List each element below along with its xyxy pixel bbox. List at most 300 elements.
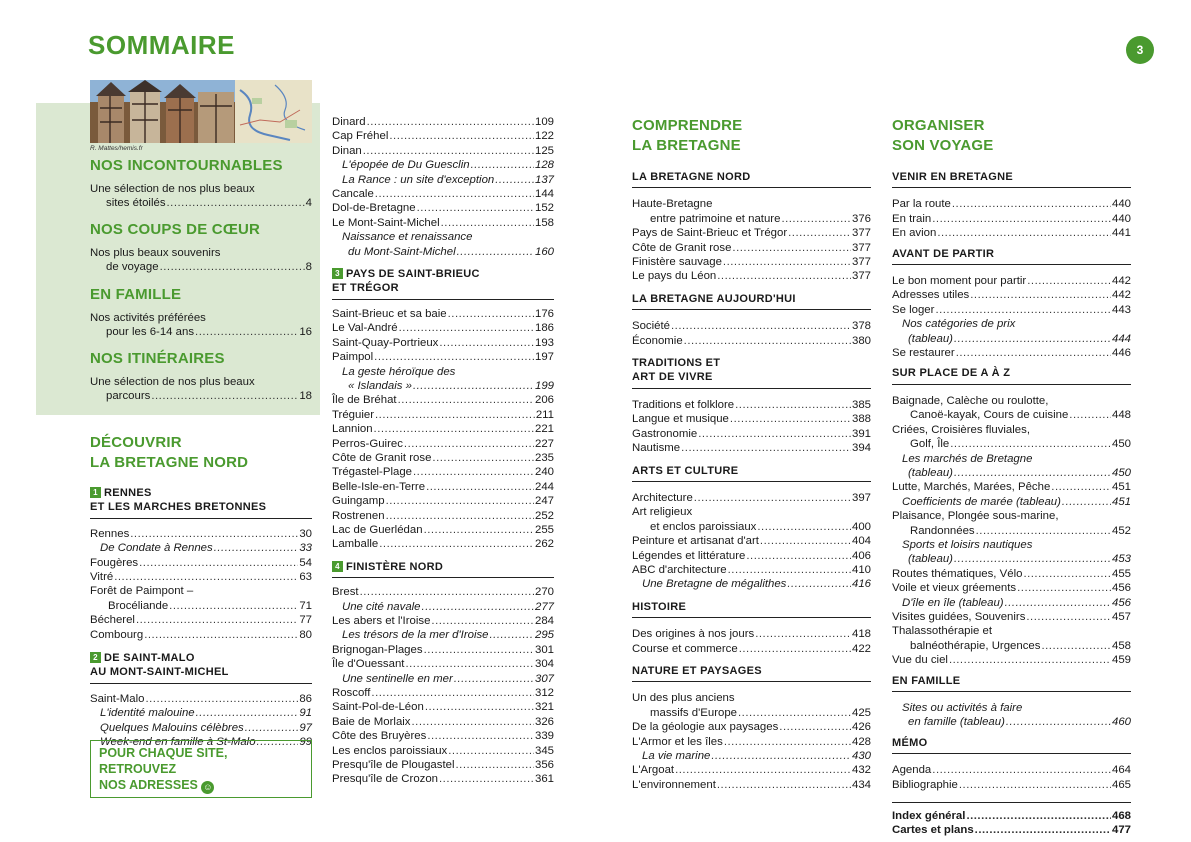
toc-entry-page: 394 — [851, 442, 871, 455]
toc-entry-title: Presqu'île de Plougastel — [332, 759, 455, 772]
dot-leader — [1017, 581, 1111, 595]
toc-entry-page: 422 — [851, 642, 871, 655]
toc-entry-page: 77 — [299, 614, 312, 627]
toc-entry-title: Sports et loisirs nautiques — [902, 538, 1033, 551]
group-heading: VENIR EN BRETAGNE — [892, 170, 1131, 188]
toc-entry-page: 428 — [851, 735, 871, 748]
dot-leader — [738, 706, 851, 720]
dot-leader — [412, 715, 534, 729]
toc-entry-page: 456 — [1111, 596, 1131, 609]
highlight-text: Nos activités préférées — [90, 312, 206, 324]
toc-entry — [332, 115, 554, 129]
toc-entry — [332, 230, 554, 244]
toc-entry — [892, 715, 1131, 729]
toc-entry-page: 4 — [305, 197, 312, 210]
dot-leader — [959, 778, 1111, 792]
toc-entry-page: 160 — [534, 245, 554, 258]
toc-entry — [90, 260, 312, 274]
highlight-body — [90, 246, 312, 275]
toc-entry-title: Lutte, Marchés, Marées, Pêche — [892, 481, 1051, 494]
toc-entry-title: Haute-Bretagne — [632, 198, 713, 211]
toc-entry-title: L'épopée de Du Guesclin — [342, 159, 470, 172]
toc-entry — [332, 758, 554, 772]
dot-leader — [681, 441, 851, 455]
toc-entry — [632, 749, 871, 763]
toc-entry-title: Plaisance, Plongée sous-marine, — [892, 510, 1059, 523]
toc-entry-page: 255 — [534, 523, 554, 536]
dot-leader — [375, 408, 535, 422]
toc-entry — [892, 610, 1131, 624]
group-heading: SUR PLACE DE A À Z — [892, 366, 1131, 384]
toc-entry-page: 442 — [1111, 275, 1131, 288]
chapter-heading-line: 1 RENNES — [90, 486, 312, 500]
dot-leader — [139, 556, 298, 570]
toc-entry-page: 295 — [534, 629, 554, 642]
toc-entry-title: Bécherel — [90, 614, 135, 627]
dot-leader — [379, 537, 534, 551]
toc-entry-page: 339 — [534, 730, 554, 743]
toc-entry-page: 416 — [851, 578, 871, 591]
toc-entry-title: D'île en île (tableau) — [902, 596, 1004, 609]
toc-entry-title: Les marchés de Bretagne — [902, 452, 1033, 465]
toc-entry-page: 80 — [299, 628, 312, 641]
toc-entry-page: 16 — [299, 326, 312, 339]
toc-entry — [332, 600, 554, 614]
toc-entry — [90, 628, 312, 642]
dot-leader — [169, 599, 298, 613]
toc-entry-title: Coefficients de marée (tableau) — [902, 495, 1061, 508]
dot-leader — [439, 336, 534, 350]
toc-entry-page: 206 — [534, 394, 554, 407]
dot-leader — [730, 412, 851, 426]
dot-leader — [952, 197, 1111, 211]
toc-entry-page: 144 — [534, 188, 554, 201]
highlight-text: Une sélection de nos plus beaux — [90, 183, 255, 195]
toc-entry-page: 459 — [1111, 654, 1131, 667]
toc-entry-title: Dol-de-Bretagne — [332, 202, 416, 215]
highlight-heading: NOS COUPS DE CŒUR — [90, 221, 261, 238]
toc-entry — [90, 556, 312, 570]
toc-entry-title: et enclos paroissiaux — [650, 520, 757, 533]
callout-line: POUR CHAQUE SITE, — [99, 746, 228, 760]
toc-entry-title: Nautisme — [632, 442, 681, 455]
toc-entry — [632, 563, 871, 577]
dot-leader — [456, 758, 534, 772]
dot-leader — [151, 389, 298, 403]
chapter-heading-line: 4 FINISTÈRE NORD — [332, 560, 554, 574]
chapter-number: 1 — [90, 487, 101, 498]
toc-entry-title: Week-end en famille à St-Malo — [100, 736, 256, 749]
toc-entry-page: 440 — [1111, 212, 1131, 225]
toc-entry — [892, 303, 1131, 317]
toc-entry-title: Sites ou activités à faire — [902, 702, 1023, 714]
toc-entry-title: Dinard — [332, 116, 366, 128]
toc-entry-title: Visites guidées, Souvenirs — [892, 610, 1026, 623]
toc-entry — [892, 567, 1131, 581]
photo-credit: R. Mattes/hemis.fr — [90, 145, 143, 152]
dot-leader — [432, 451, 534, 465]
dot-leader — [413, 379, 534, 393]
decouvrir-heading: DÉCOUVRIR LA BRETAGNE NORD — [90, 434, 249, 471]
toc-entry — [892, 437, 1131, 451]
dot-leader — [214, 541, 299, 555]
toc-entry-page: 221 — [534, 423, 554, 436]
toc-entry-title: Saint-Quay-Portrieux — [332, 336, 439, 349]
toc-entry — [892, 408, 1131, 422]
chapter-heading — [90, 486, 312, 519]
toc-entry-title: pour les 6-14 ans — [106, 326, 195, 339]
callout-line: RETROUVEZ — [99, 762, 177, 776]
toc-entry-title: Se restaurer — [892, 347, 955, 360]
dot-leader — [160, 260, 305, 274]
toc-entry-title: Cartes et plans — [892, 824, 974, 837]
dot-leader — [949, 653, 1111, 667]
dot-leader — [374, 422, 534, 436]
group-heading: LA BRETAGNE AUJOURD'HUI — [632, 292, 871, 310]
toc-entry-page: 451 — [1111, 481, 1131, 494]
dot-leader — [956, 346, 1111, 360]
toc-entry-page: 99 — [299, 736, 312, 749]
toc-entry — [332, 715, 554, 729]
toc-entry-title: (tableau) — [908, 332, 953, 345]
toc-entry — [332, 657, 554, 671]
dot-leader — [1051, 480, 1111, 494]
dot-leader — [454, 672, 534, 686]
toc-entry-page: 468 — [1111, 810, 1131, 823]
toc-entry-title: Pays de Saint-Brieuc et Trégor — [632, 227, 788, 240]
highlight-body — [90, 311, 312, 340]
toc-entry-page: 71 — [299, 599, 312, 612]
toc-entry — [632, 197, 871, 211]
dot-leader — [405, 657, 534, 671]
toc-entry — [332, 744, 554, 758]
highlight-body — [90, 182, 312, 211]
toc-entry-title: Le bon moment pour partir — [892, 275, 1027, 288]
toc-entry — [892, 581, 1131, 595]
toc-entry — [892, 524, 1131, 538]
dot-leader — [1006, 715, 1111, 729]
dot-leader — [441, 216, 534, 230]
toc-entry-page: 247 — [534, 495, 554, 508]
dot-leader — [1023, 567, 1111, 581]
toc-entry — [892, 423, 1131, 437]
chapter-heading-line: 2 DE SAINT-MALO — [90, 651, 312, 665]
toc-column-2 — [332, 115, 554, 787]
toc-column-organiser — [892, 170, 1131, 838]
toc-entry-page: 312 — [534, 687, 554, 700]
toc-entry-page: 54 — [299, 556, 312, 569]
toc-entry — [332, 408, 554, 422]
toc-entry-title: de voyage — [106, 261, 159, 274]
toc-entry-title: Finistère sauvage — [632, 256, 722, 269]
toc-entry — [892, 624, 1131, 638]
dot-leader — [781, 212, 851, 226]
toc-entry-page: 304 — [534, 658, 554, 671]
toc-entry-title: Peinture et artisanat d'art — [632, 535, 759, 548]
dot-leader — [954, 552, 1111, 566]
toc-entry — [892, 823, 1131, 837]
toc-entry-page: 378 — [851, 320, 871, 333]
toc-entry-title: Voile et vieux gréements — [892, 582, 1017, 595]
toc-entry-title: Thalassothérapie et — [892, 625, 993, 638]
toc-entry — [332, 350, 554, 364]
dot-leader — [735, 398, 851, 412]
toc-entry-title: Randonnées — [910, 524, 975, 537]
toc-entry — [892, 212, 1131, 226]
toc-entry — [892, 701, 1131, 715]
dot-leader — [717, 778, 851, 792]
toc-entry-title: De Condate à Rennes — [100, 542, 213, 555]
toc-entry-page: 18 — [299, 390, 312, 403]
toc-entry-page: 404 — [851, 535, 871, 548]
toc-entry-title: Golf, Île — [910, 438, 950, 451]
toc-entry — [332, 379, 554, 393]
toc-entry — [332, 393, 554, 407]
toc-entry — [632, 706, 871, 720]
toc-entry-title: La Rance : un site d'exception — [342, 173, 495, 186]
dot-leader — [732, 241, 851, 255]
dot-leader — [970, 288, 1111, 302]
toc-entry-title: Criées, Croisières fluviales, — [892, 423, 1030, 436]
toc-entry-title: (tableau) — [908, 553, 953, 566]
dot-leader — [490, 628, 534, 642]
toc-entry-title: Le Val-André — [332, 322, 398, 335]
chapter-heading-line: ET TRÉGOR — [332, 282, 399, 295]
toc-entry-title: Une sentinelle en mer — [342, 672, 453, 685]
toc-entry — [332, 187, 554, 201]
toc-entry — [632, 412, 871, 426]
toc-entry-page: 400 — [851, 520, 871, 533]
dot-leader — [932, 763, 1111, 777]
toc-entry — [632, 778, 871, 792]
toc-entry-title: Les enclos paroissiaux — [332, 744, 448, 757]
toc-entry — [632, 763, 871, 777]
toc-entry-page: 63 — [299, 571, 312, 584]
toc-entry — [332, 509, 554, 523]
toc-entry — [892, 778, 1131, 792]
toc-entry-page: 377 — [851, 270, 871, 283]
toc-entry-page: 321 — [534, 701, 554, 714]
toc-entry — [90, 599, 312, 613]
toc-entry-page: 252 — [534, 509, 554, 522]
toc-entry-title: Belle-Isle-en-Terre — [332, 480, 426, 493]
toc-entry-page: 307 — [534, 672, 554, 685]
dot-leader — [1062, 495, 1111, 509]
toc-entry-title: Architecture — [632, 491, 693, 504]
dot-leader — [398, 393, 534, 407]
toc-entry-title: Lamballe — [332, 538, 379, 551]
dot-leader — [1026, 610, 1111, 624]
dot-leader — [717, 269, 851, 283]
toc-entry — [892, 509, 1131, 523]
toc-entry — [332, 451, 554, 465]
highlight-text: Une sélection de nos plus beaux — [90, 376, 255, 388]
toc-entry-page: 432 — [851, 764, 871, 777]
highlight-body — [90, 375, 312, 404]
toc-entry-page: 450 — [1111, 438, 1131, 451]
toc-entry — [332, 643, 554, 657]
toc-entry-title: Les abers et l'Iroise — [332, 615, 431, 627]
toc-entry-title: En avion — [892, 227, 937, 240]
page-title: SOMMAIRE — [88, 30, 235, 60]
toc-entry-title: Brest — [332, 586, 359, 599]
dot-leader — [196, 706, 299, 720]
addresses-callout — [90, 740, 312, 798]
toc-entry-page: 262 — [534, 538, 554, 551]
toc-entry — [892, 763, 1131, 777]
dot-leader — [760, 534, 851, 548]
dot-leader — [145, 692, 298, 706]
dot-leader — [1069, 408, 1111, 422]
dot-leader — [966, 809, 1111, 823]
toc-entry-title: Côte de Granit rose — [632, 241, 732, 254]
toc-entry-title: Index général — [892, 810, 966, 823]
toc-entry-page: 345 — [534, 744, 554, 757]
toc-entry-title: en famille (tableau) — [908, 716, 1005, 729]
toc-entry-title: Forêt de Paimpont – — [90, 585, 194, 598]
toc-entry-page: 199 — [534, 379, 554, 392]
toc-entry-page: 356 — [534, 759, 554, 772]
toc-entry — [632, 269, 871, 283]
toc-entry-title: Des origines à nos jours — [632, 628, 755, 641]
toc-entry — [90, 541, 312, 555]
toc-entry-title: Lac de Guerlédan — [332, 523, 423, 536]
toc-entry-title: Lannion — [332, 423, 373, 436]
toc-entry — [632, 549, 871, 563]
toc-entry-page: 240 — [534, 466, 554, 479]
page-number-badge: 3 — [1126, 36, 1154, 64]
toc-entry — [632, 226, 871, 240]
dot-leader — [976, 524, 1111, 538]
toc-entry-title: du Mont-Saint-Michel — [348, 245, 456, 258]
toc-entry — [632, 691, 871, 705]
toc-entry-page: 326 — [534, 715, 554, 728]
toc-entry-title: Vue du ciel — [892, 654, 948, 667]
toc-entry-page: 464 — [1111, 764, 1131, 777]
toc-entry — [632, 534, 871, 548]
toc-entry-page: 448 — [1111, 409, 1131, 422]
toc-entry — [332, 336, 554, 350]
dot-leader — [755, 627, 851, 641]
toc-entry — [892, 346, 1131, 360]
toc-entry — [892, 317, 1131, 331]
toc-entry-page: 425 — [851, 706, 871, 719]
chapter-number: 3 — [332, 268, 343, 279]
dot-leader — [426, 480, 534, 494]
dot-leader — [471, 158, 534, 172]
chapter-number: 4 — [332, 561, 343, 572]
dot-leader — [413, 465, 534, 479]
toc-entry — [332, 365, 554, 379]
toc-entry-page: 456 — [1111, 582, 1131, 595]
highlight-heading: NOS INCONTOURNABLES — [90, 157, 283, 174]
dot-leader — [723, 255, 851, 269]
toc-entry — [892, 596, 1131, 610]
toc-entry-page: 128 — [534, 159, 554, 172]
toc-entry — [892, 809, 1131, 823]
toc-entry-title: Une Bretagne de mégalithes — [642, 578, 787, 591]
toc-entry-title: Île d'Ouessant — [332, 658, 405, 671]
dot-leader — [954, 466, 1111, 480]
toc-entry-page: 30 — [299, 527, 312, 540]
toc-entry-title: La geste héroïque des — [342, 365, 456, 378]
toc-entry-title: L'identité malouine — [100, 707, 195, 720]
dot-leader — [684, 334, 851, 348]
toc-entry-page: 465 — [1111, 778, 1131, 791]
comprendre-heading: COMPRENDRE LA BRETAGNE — [632, 117, 743, 154]
toc-entry-title: Le pays du Léon — [632, 270, 717, 283]
toc-entry-title: Baie de Morlaix — [332, 715, 411, 728]
toc-entry — [892, 288, 1131, 302]
dot-leader — [439, 772, 534, 786]
toc-entry-page: 33 — [299, 542, 312, 555]
toc-entry-title: Les trésors de la mer d'Iroise — [342, 629, 489, 642]
dot-leader — [698, 427, 851, 441]
toc-entry — [632, 427, 871, 441]
toc-entry-title: massifs d'Europe — [650, 706, 738, 719]
highlight-heading: NOS ITINÉRAIRES — [90, 350, 225, 367]
toc-entry-page: 440 — [1111, 198, 1131, 211]
chapter-heading — [90, 651, 312, 684]
toc-entry — [332, 173, 554, 187]
toc-entry-page: 277 — [534, 600, 554, 613]
toc-entry — [332, 144, 554, 158]
toc-entry — [90, 706, 312, 720]
toc-entry — [892, 653, 1131, 667]
toc-entry-page: 458 — [1111, 639, 1131, 652]
dot-leader — [375, 187, 534, 201]
toc-entry-title: Côte de Granit rose — [332, 451, 432, 464]
toc-entry-title: Vitré — [90, 571, 114, 584]
toc-entry-title: Agenda — [892, 764, 932, 777]
toc-entry-title: L'Argoat — [632, 764, 675, 777]
toc-entry-title: parcours — [106, 390, 151, 403]
cover-photo — [90, 80, 312, 143]
toc-entry-page: 434 — [851, 778, 871, 791]
toc-entry-title: Société — [632, 320, 670, 333]
toc-entry — [90, 692, 312, 706]
toc-entry-page: 441 — [1111, 227, 1131, 240]
toc-entry-page: 460 — [1111, 716, 1131, 729]
dot-leader — [724, 735, 851, 749]
toc-entry-page: 385 — [851, 398, 871, 411]
toc-entry-page: 86 — [299, 692, 312, 705]
toc-entry — [332, 307, 554, 321]
toc-entry-title: En train — [892, 212, 932, 225]
dot-leader — [130, 527, 298, 541]
toc-entry — [332, 158, 554, 172]
group-heading: EN FAMILLE — [892, 674, 1131, 692]
toc-entry-page: 186 — [534, 322, 554, 335]
toc-entry-title: Course et commerce — [632, 642, 738, 655]
toc-entry-title: Une cité navale — [342, 600, 421, 613]
dot-leader — [245, 721, 299, 735]
toc-entry-title: Baignade, Calèche ou roulotte, — [892, 394, 1049, 407]
dot-leader — [457, 245, 534, 259]
toc-entry-title: Adresses utiles — [892, 289, 970, 302]
toc-entry — [632, 627, 871, 641]
toc-entry-page: 8 — [305, 261, 312, 274]
dot-leader — [448, 744, 534, 758]
group-heading: NATURE ET PAYSAGES — [632, 664, 871, 682]
dot-leader — [363, 144, 534, 158]
toc-entry — [632, 319, 871, 333]
toc-entry-title: Bibliographie — [892, 778, 958, 791]
toc-entry — [332, 129, 554, 143]
toc-entry-title: L'environnement — [632, 778, 716, 791]
toc-entry — [892, 274, 1131, 288]
toc-entry-page: 301 — [534, 643, 554, 656]
